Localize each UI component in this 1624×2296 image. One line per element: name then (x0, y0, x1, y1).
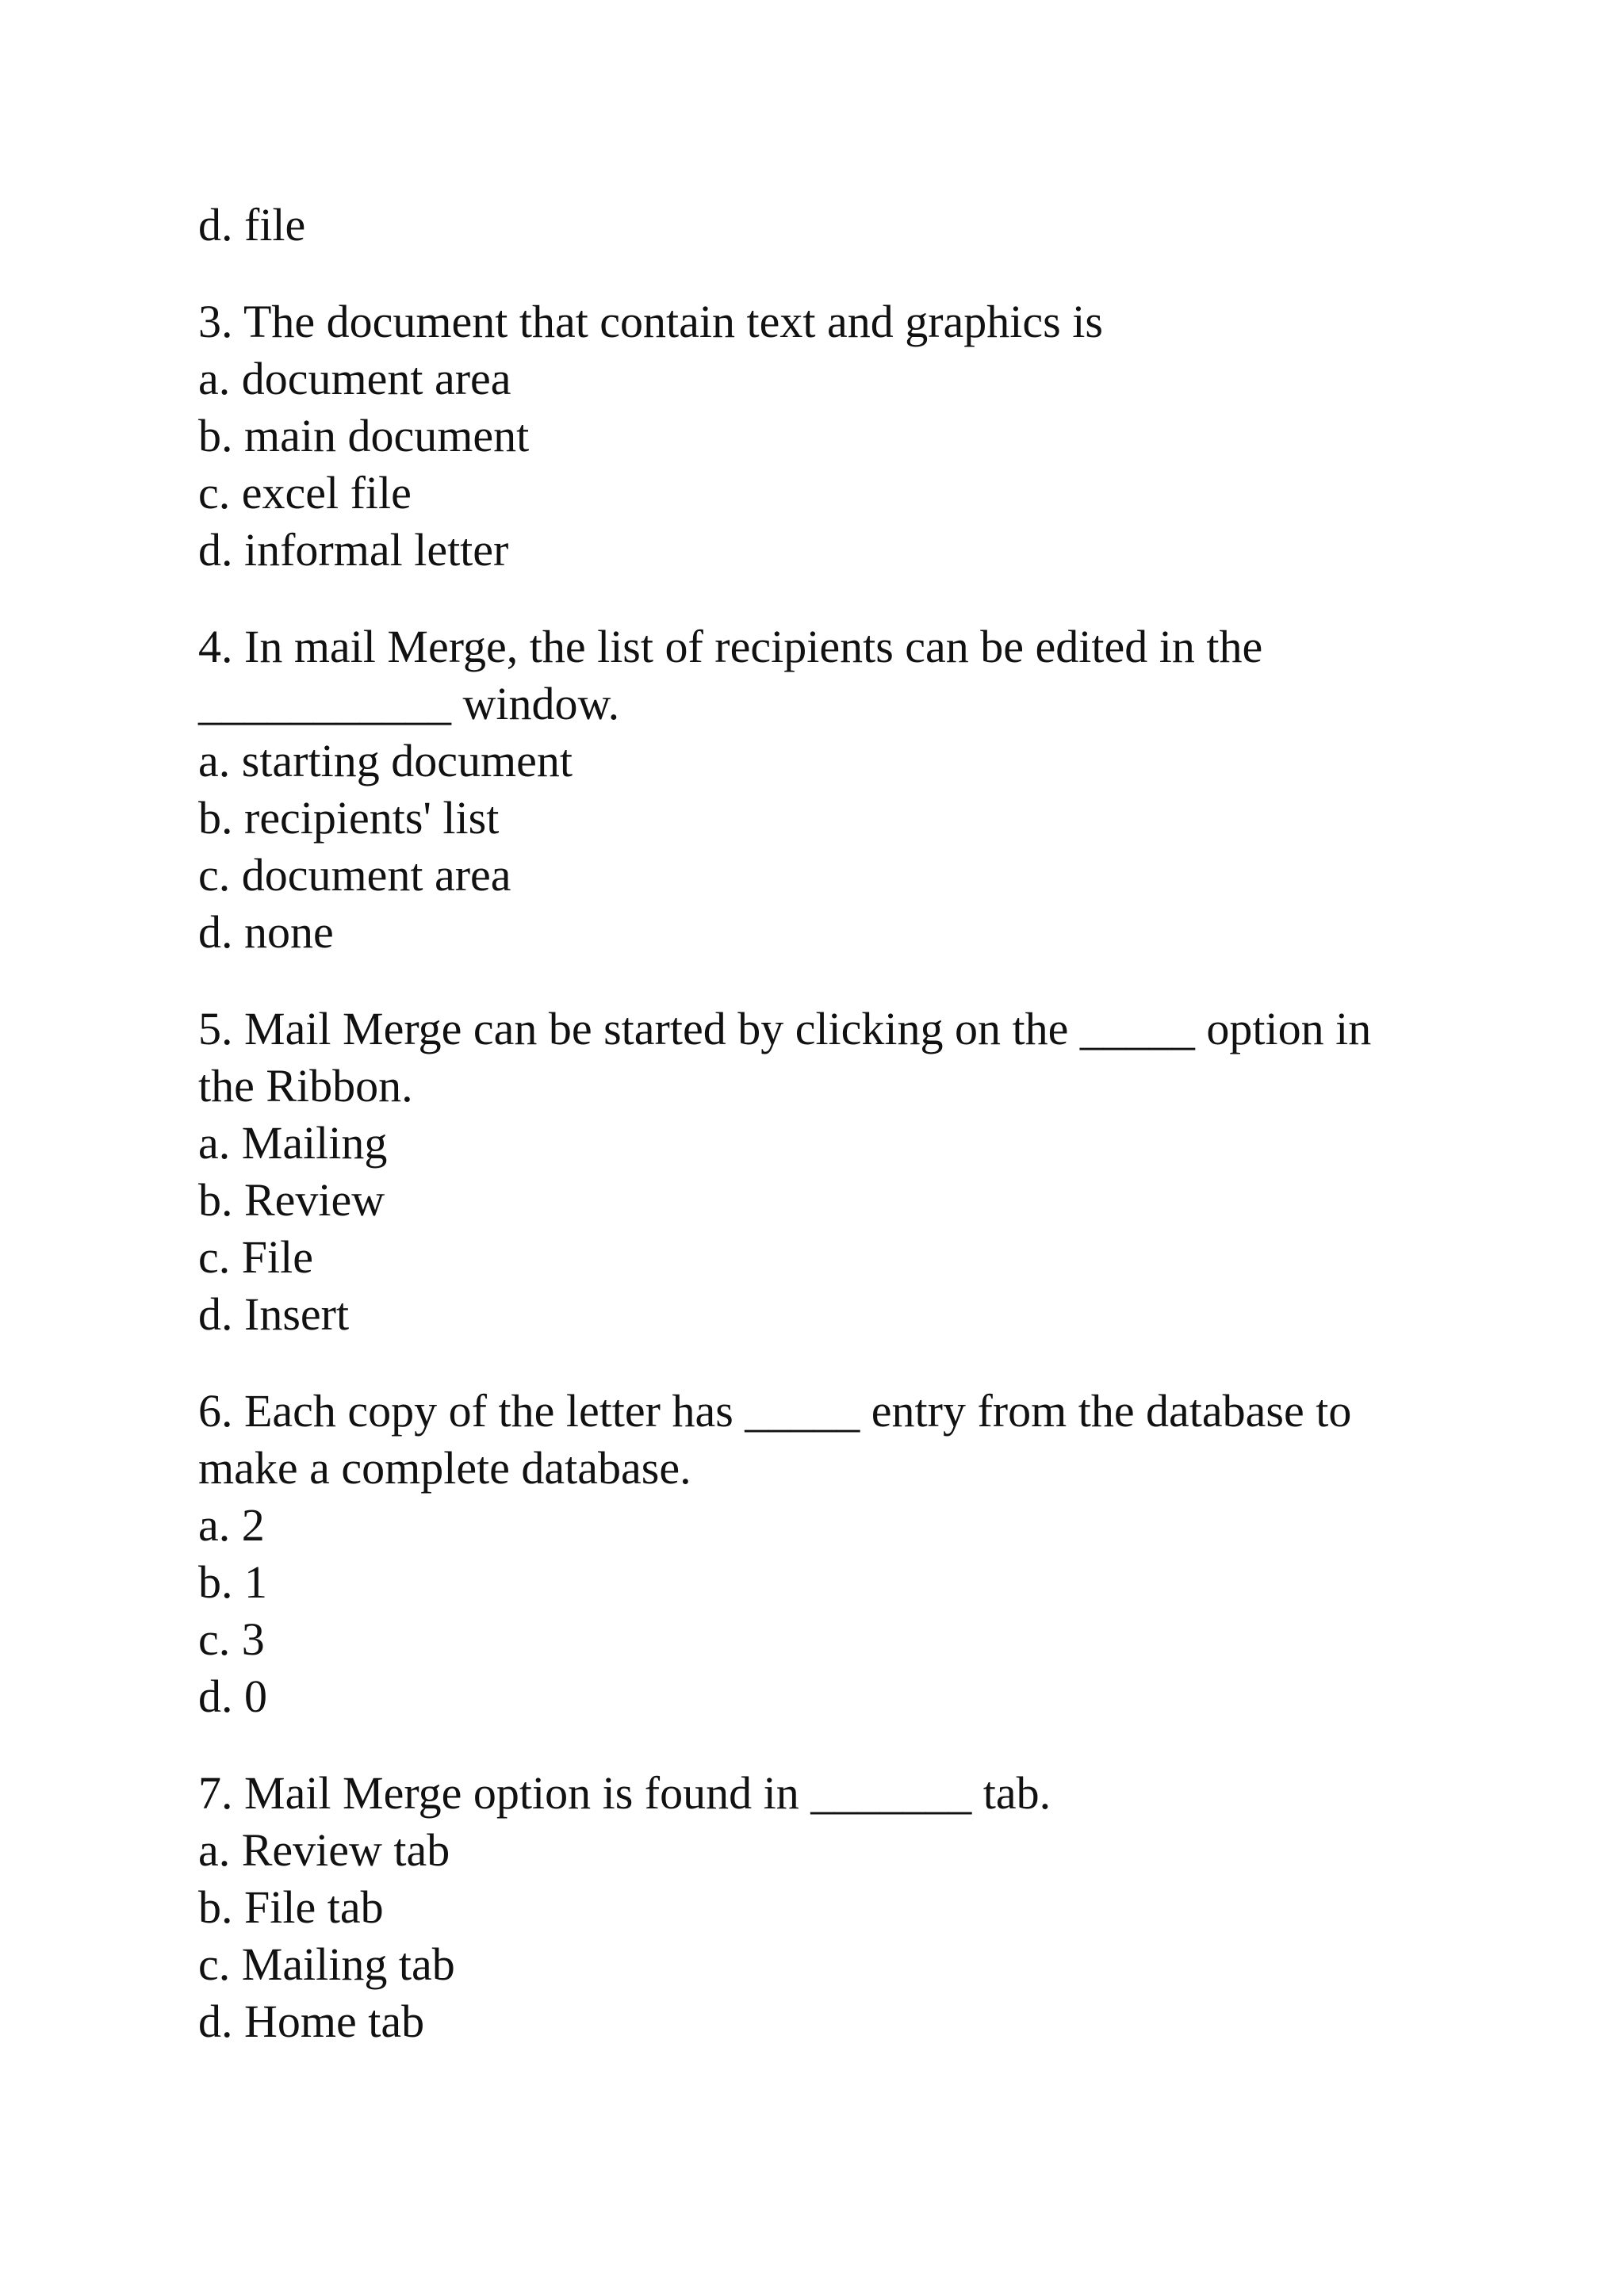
question-7 (198, 1765, 1435, 2050)
option-d: d. 0 (198, 1670, 267, 1722)
question-3 (198, 293, 1435, 579)
option-c: c. document area (198, 849, 511, 901)
question-6 (198, 1383, 1435, 1725)
option-a: a. starting document (198, 735, 573, 786)
continued-option: d. file (198, 199, 306, 251)
option-b: b. Review (198, 1174, 385, 1226)
question-text: 7. Mail Merge option is found in _______ tab. (198, 1767, 1051, 1819)
question-4 (198, 618, 1435, 961)
option-a: a. 2 (198, 1499, 265, 1551)
option-d: d. Home tab (198, 1996, 425, 2047)
option-b: b. File tab (198, 1881, 384, 1933)
option-b: b. 1 (198, 1556, 267, 1608)
question-5 (198, 1001, 1435, 1343)
option-c: c. 3 (198, 1613, 265, 1665)
question-text: 4. In mail Merge, the list of recipients can be edited in the ___________ window. (198, 621, 1263, 729)
option-b: b. main document (198, 410, 530, 461)
question-text: 6. Each copy of the letter has _____ entry from the database to make a complete database. (198, 1385, 1352, 1494)
option-d: d. informal letter (198, 524, 509, 576)
option-d: d. none (198, 906, 334, 958)
option-c: c. Mailing tab (198, 1938, 455, 1990)
option-a: a. document area (198, 353, 511, 404)
option-a: a. Mailing (198, 1117, 388, 1169)
option-d: d. Insert (198, 1288, 350, 1340)
option-a: a. Review tab (198, 1824, 450, 1876)
question-text: 5. Mail Merge can be started by clicking on the _____ option in the Ribbon. (198, 1003, 1372, 1112)
question-text: 3. The document that contain text and graphics is (198, 296, 1103, 347)
option-c: c. excel file (198, 467, 412, 519)
option-b: b. recipients' list (198, 792, 500, 844)
document-page (198, 197, 1435, 2050)
option-c: c. File (198, 1231, 313, 1283)
